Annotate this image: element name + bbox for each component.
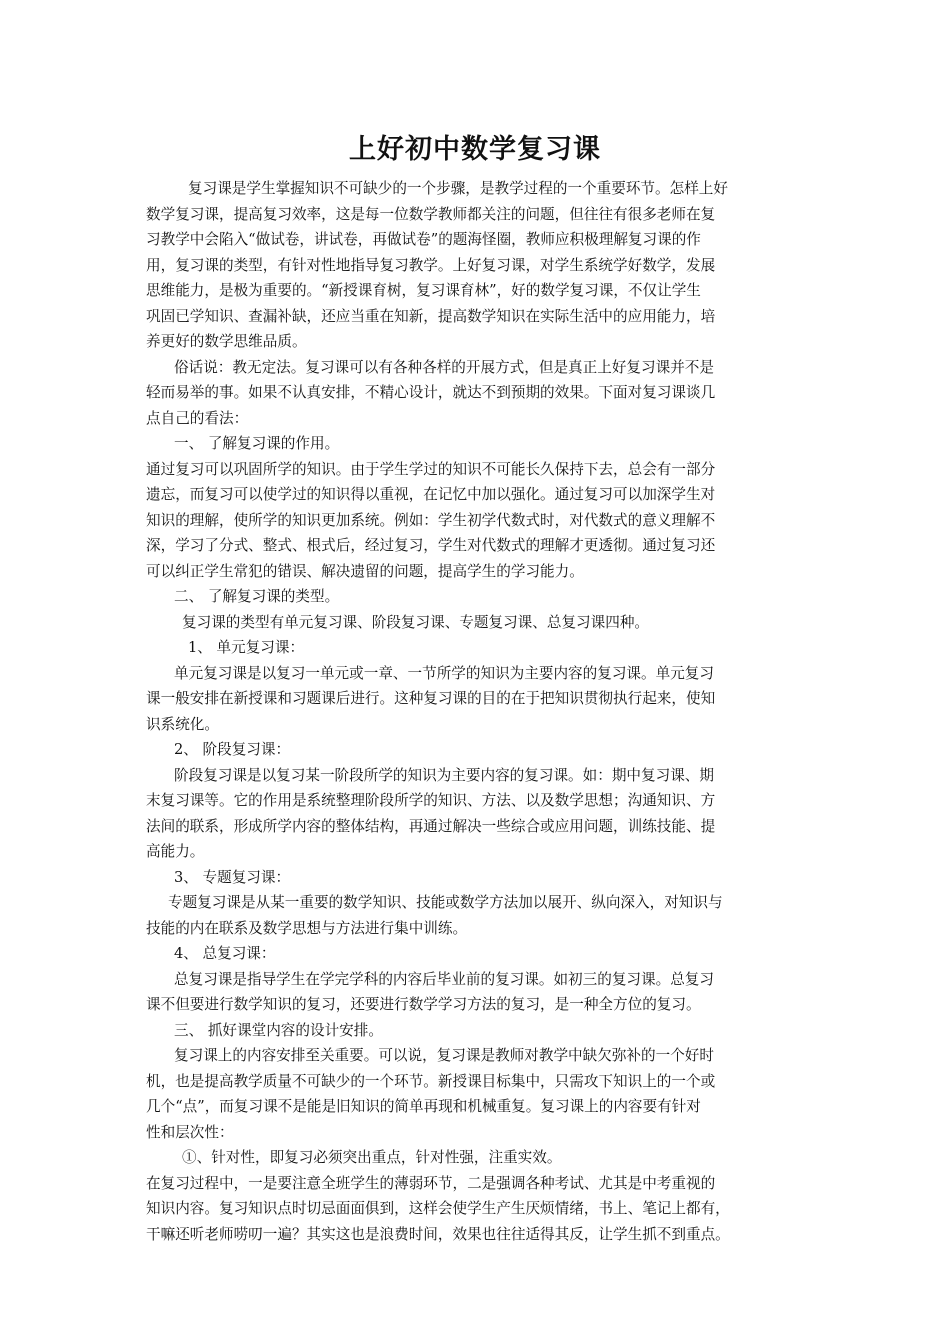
text-line: 用，复习课的类型，有针对性地指导复习教学。上好复习课，对学生系统学好数学，发展	[146, 256, 716, 274]
text-line: 干嘛还听老师唠叨一遍？其实这也是浪费时间，效果也往往适得其反，让学生抓不到重点。	[146, 1225, 730, 1243]
text-line: 识系统化。	[146, 715, 219, 733]
text-line: 4、 总复习课：	[174, 945, 276, 962]
text-line: 在复习过程中，一是要注意全班学生的薄弱环节，二是强调各种考试、尤其是中考重视的	[146, 1174, 716, 1192]
text-line: 深，学习了分式、整式、根式后，经过复习，学生对代数式的理解才更透彻。通过复习还	[146, 537, 716, 554]
text-line: 复习课是学生掌握知识不可缺少的一个步骤，是教学过程的一个重要环节。怎样上好	[188, 180, 728, 197]
text-line: 1、 单元复习课：	[188, 639, 305, 656]
text-line: 知识的理解，使所学的知识更加系统。例如：学生初学代数式时，对代数式的意义理解不	[146, 511, 716, 529]
text-line: 末复习课等。它的作用是系统整理阶段所学的知识、方法、以及数学思想；沟通知识、方	[146, 792, 716, 809]
text-line: 3、 专题复习课：	[174, 868, 291, 886]
document-body	[146, 176, 806, 1247]
text-line: 机，也是提高教学质量不可缺少的一个环节。新授课目标集中，只需攻下知识上的一个或	[146, 1072, 716, 1090]
text-line: 习教学中会陷入“做试卷，讲试卷，再做试卷”的题海怪圈，教师应积极理解复习课的作	[146, 231, 701, 248]
text-line: 阶段复习课是以复习某一阶段所学的知识为主要内容的复习课。如：期中复习课、期	[174, 766, 714, 784]
document-title: 上好初中数学复习课	[349, 134, 601, 165]
text-line: 通过复习可以巩固所学的知识。由于学生学过的知识不可能长久保持下去，总会有一部分	[146, 460, 716, 478]
text-line: 复习课上的内容安排至关重要。可以说，复习课是教师对教学中缺欠弥补的一个好时	[174, 1047, 714, 1064]
text-line: 专题复习课是从某一重要的数学知识、技能或数学方法加以展开、纵向深入，对知识与	[168, 894, 723, 911]
text-line: 可以纠正学生常犯的错误、解决遗留的问题，提高学生的学习能力。	[146, 562, 584, 580]
text-line: 几个“点”，而复习课不是能是旧知识的简单再现和机械重复。复习课上的内容要有针对	[146, 1098, 701, 1115]
text-line: 2、 阶段复习课：	[174, 741, 291, 758]
text-line: 三、 抓好课堂内容的设计安排。	[174, 1021, 383, 1039]
text-line: ①、针对性，即复习必须突出重点，针对性强，注重实效。	[182, 1149, 562, 1166]
text-line: 知识内容。复习知识点时切忌面面俱到，这样会使学生产生厌烦情绪，书上、笔记上都有，	[146, 1200, 730, 1217]
text-line: 课一般安排在新授课和习题课后进行。这种复习课的目的在于把知识贯彻执行起来，使知	[146, 690, 716, 707]
text-line: 轻而易举的事。如果不认真安排，不精心设计，就达不到预期的效果。下面对复习课谈几	[146, 384, 716, 401]
text-line: 思维能力，是极为重要的。“新授课育树，复习课育林”，好的数学复习课，不仅让学生	[146, 282, 701, 299]
text-line: 数学复习课，提高复习效率，这是每一位数学教师都关注的问题，但往往有很多老师在复	[146, 205, 716, 223]
text-line: 技能的内在联系及数学思想与方法进行集中训练。	[146, 919, 468, 937]
text-line: 俗话说：教无定法。复习课可以有各种各样的开展方式，但是真正上好复习课并不是	[174, 358, 714, 376]
text-line: 二、 了解复习课的类型。	[174, 588, 340, 605]
text-line: 养更好的数学思维品质。	[146, 333, 307, 350]
text-line: 一、 了解复习课的作用。	[174, 435, 340, 452]
text-line: 遗忘，而复习可以使学过的知识得以重视，在记忆中加以强化。通过复习可以加深学生对	[146, 486, 716, 503]
text-line: 点自己的看法：	[146, 409, 249, 427]
text-line: 总复习课是指导学生在学完学科的内容后毕业前的复习课。如初三的复习课。总复习	[174, 970, 714, 988]
text-line: 法间的联系，形成所学内容的整体结构，再通过解决一些综合或应用问题，训练技能、提	[146, 817, 716, 835]
text-line: 复习课的类型有单元复习课、阶段复习课、专题复习课、总复习课四种。	[182, 613, 650, 631]
text-line: 高能力。	[146, 843, 205, 860]
text-line: 性和层次性：	[146, 1123, 234, 1141]
text-line: 巩固已学知识、查漏补缺，还应当重在知新，提高数学知识在实际生活中的应用能力，培	[146, 307, 716, 325]
text-line: 课不但要进行数学知识的复习，还要进行数学学习方法的复习，是一种全方位的复习。	[146, 996, 701, 1013]
text-line: 单元复习课是以复习一单元或一章、一节所学的知识为主要内容的复习课。单元复习	[174, 664, 714, 682]
